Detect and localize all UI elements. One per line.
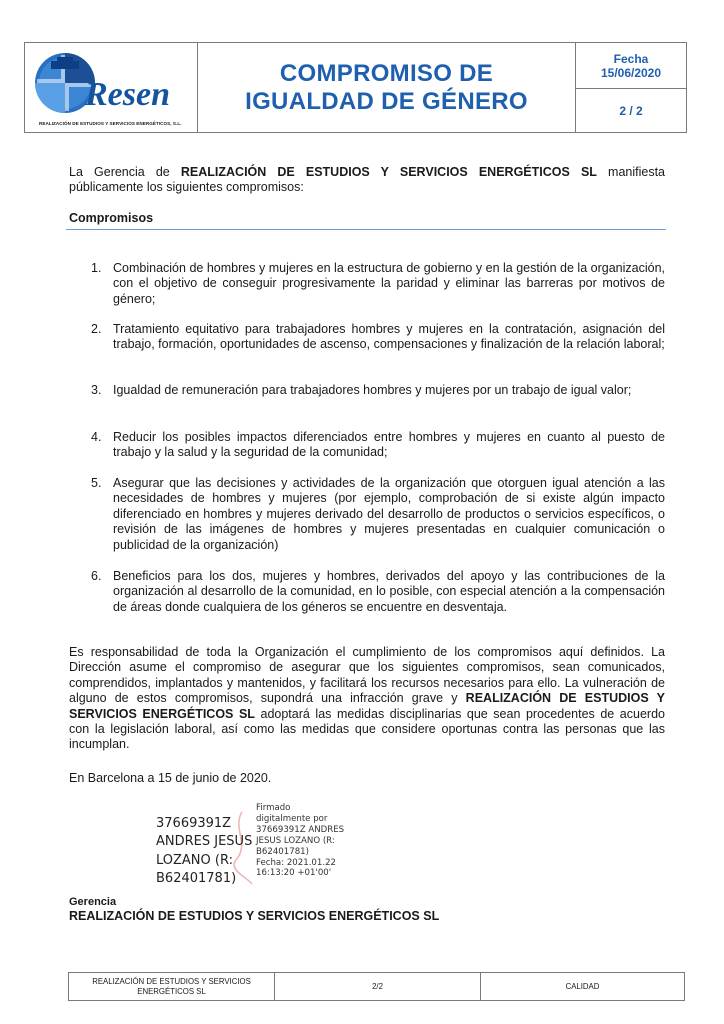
list-item-text: Asegurar que las decisiones y actividades de la organización que otorguen igual atención a las necesidades de hombres y mujeres (por ejemplo, comprobación de si existe algún impacto diferenciado en hombres y mujeres derivado del desarrollo de productos o servicios específicos, o revisión de las imágenes de hombres y mujeres presentadas en cualquier comunicación o publicidad de la organización) (113, 476, 665, 552)
signer-role: Gerencia (69, 896, 117, 908)
list-item-number: 1. (91, 261, 102, 275)
list-item-text: Reducir los posibles impactos diferenciados entre hombres y mujeres en cuanto al puesto de trabajo y la salud y la seguridad de la comunidad; (113, 430, 665, 460)
list-item (91, 261, 665, 307)
signer-company: REALIZACIÓN DE ESTUDIOS Y SERVICIOS ENERGÉTICOS SL (69, 909, 440, 923)
svg-text:Resen: Resen (85, 76, 170, 113)
document-header (24, 42, 687, 133)
company-logo (25, 43, 198, 132)
title-line-1: COMPROMISO DE (279, 59, 494, 87)
header-meta (576, 43, 686, 132)
list-item-text: Igualdad de remuneración para trabajadores hombres y mujeres por un trabajo de igual valor; (113, 383, 632, 397)
date-value: 15/06/2020 (600, 66, 662, 80)
list-item (91, 383, 665, 398)
section-heading: Compromisos (69, 211, 154, 225)
responsibility-company: REALIZACIÓN DE ESTUDIOS Y SERVICIOS ENERGÉTICOS SL (69, 691, 665, 721)
responsibility-prefix: Es responsabilidad de toda la Organización el cumplimiento de los compromisos aquí definidos. La Dirección asume el compromiso de asegurar que los siguientes compromisos, sean comunicados, comprendidos, implantados y mantenidos, y facilitará los recursos necesarios para ello. La vulneración de alguno de estos compromisos, supondrá una infracción grave y (69, 645, 665, 706)
title-line-2: IGUALDAD DE GÉNERO (245, 87, 528, 115)
place-date: En Barcelona a 15 de junio de 2020. (69, 771, 272, 785)
date-cell (576, 43, 686, 89)
resen-logo-graphic (31, 47, 191, 121)
document-title (198, 43, 576, 132)
list-item (91, 322, 665, 353)
list-item-number: 3. (91, 383, 102, 397)
document-footer (68, 972, 685, 1001)
intro-suffix: manifiesta públicamente los siguientes compromisos: (69, 165, 666, 195)
list-item-number: 6. (91, 569, 102, 583)
footer-company: REALIZACIÓN DE ESTUDIOS Y SERVICIOS ENERGÉTICOS SL (69, 973, 275, 1000)
responsibility-paragraph (69, 645, 665, 753)
list-item-number: 5. (91, 476, 102, 490)
footer-department: CALIDAD (565, 981, 600, 991)
list-item-text: Combinación de hombres y mujeres en la estructura de gobierno y en la gestión de la organización, con el objetivo de conseguir progresivamente la paridad y eliminar las barreras por motivos de género; (113, 261, 665, 306)
signer-id-block: 37669391Z ANDRES JESUS LOZANO (R: B62401781) (156, 816, 253, 886)
heading-divider (66, 229, 666, 230)
digital-signature-details: Firmado digitalmente por 37669391Z ANDRES JESUS LOZANO (R: B62401781) Fecha: 2021.01.22 16:13:20 +01'00' (256, 803, 345, 879)
list-item-number: 4. (91, 430, 102, 444)
list-item (91, 569, 665, 615)
intro-company: REALIZACIÓN DE ESTUDIOS Y SERVICIOS ENERGÉTICOS SL (180, 165, 597, 179)
intro-prefix: La Gerencia de (69, 165, 181, 179)
responsibility-suffix: adoptará las medidas disciplinarias que sean procedentes de acuerdo con la legislación laboral, así como las medidas que considere oportunas contra las personas que las incumplan. (69, 706, 665, 752)
list-item-text: Beneficios para los dos, mujeres y hombres, derivados del apoyo y las contribuciones de la organización al desarrollo de la comunidad, en lo posible, con especial atención a la compensación de áreas donde cualquiera de los géneros se encuentre en desventaja. (113, 569, 665, 614)
page-number: 2 / 2 (619, 103, 643, 118)
logo-caption: REALIZACIÓN DE ESTUDIOS Y SERVICIOS ENERGÉTICOS, S.L. (39, 121, 182, 126)
list-item (91, 476, 665, 553)
list-item-text: Tratamiento equitativo para trabajadores hombres y mujeres en la contratación, asignación del trabajo, formación, oportunidades de ascenso, compensaciones y finalización de la relación laboral; (113, 322, 665, 352)
footer-page: 2/2 (275, 973, 481, 1000)
intro-paragraph (69, 165, 665, 196)
date-label: Fecha (613, 52, 649, 66)
list-item (91, 430, 665, 461)
list-item-number: 2. (91, 322, 102, 336)
